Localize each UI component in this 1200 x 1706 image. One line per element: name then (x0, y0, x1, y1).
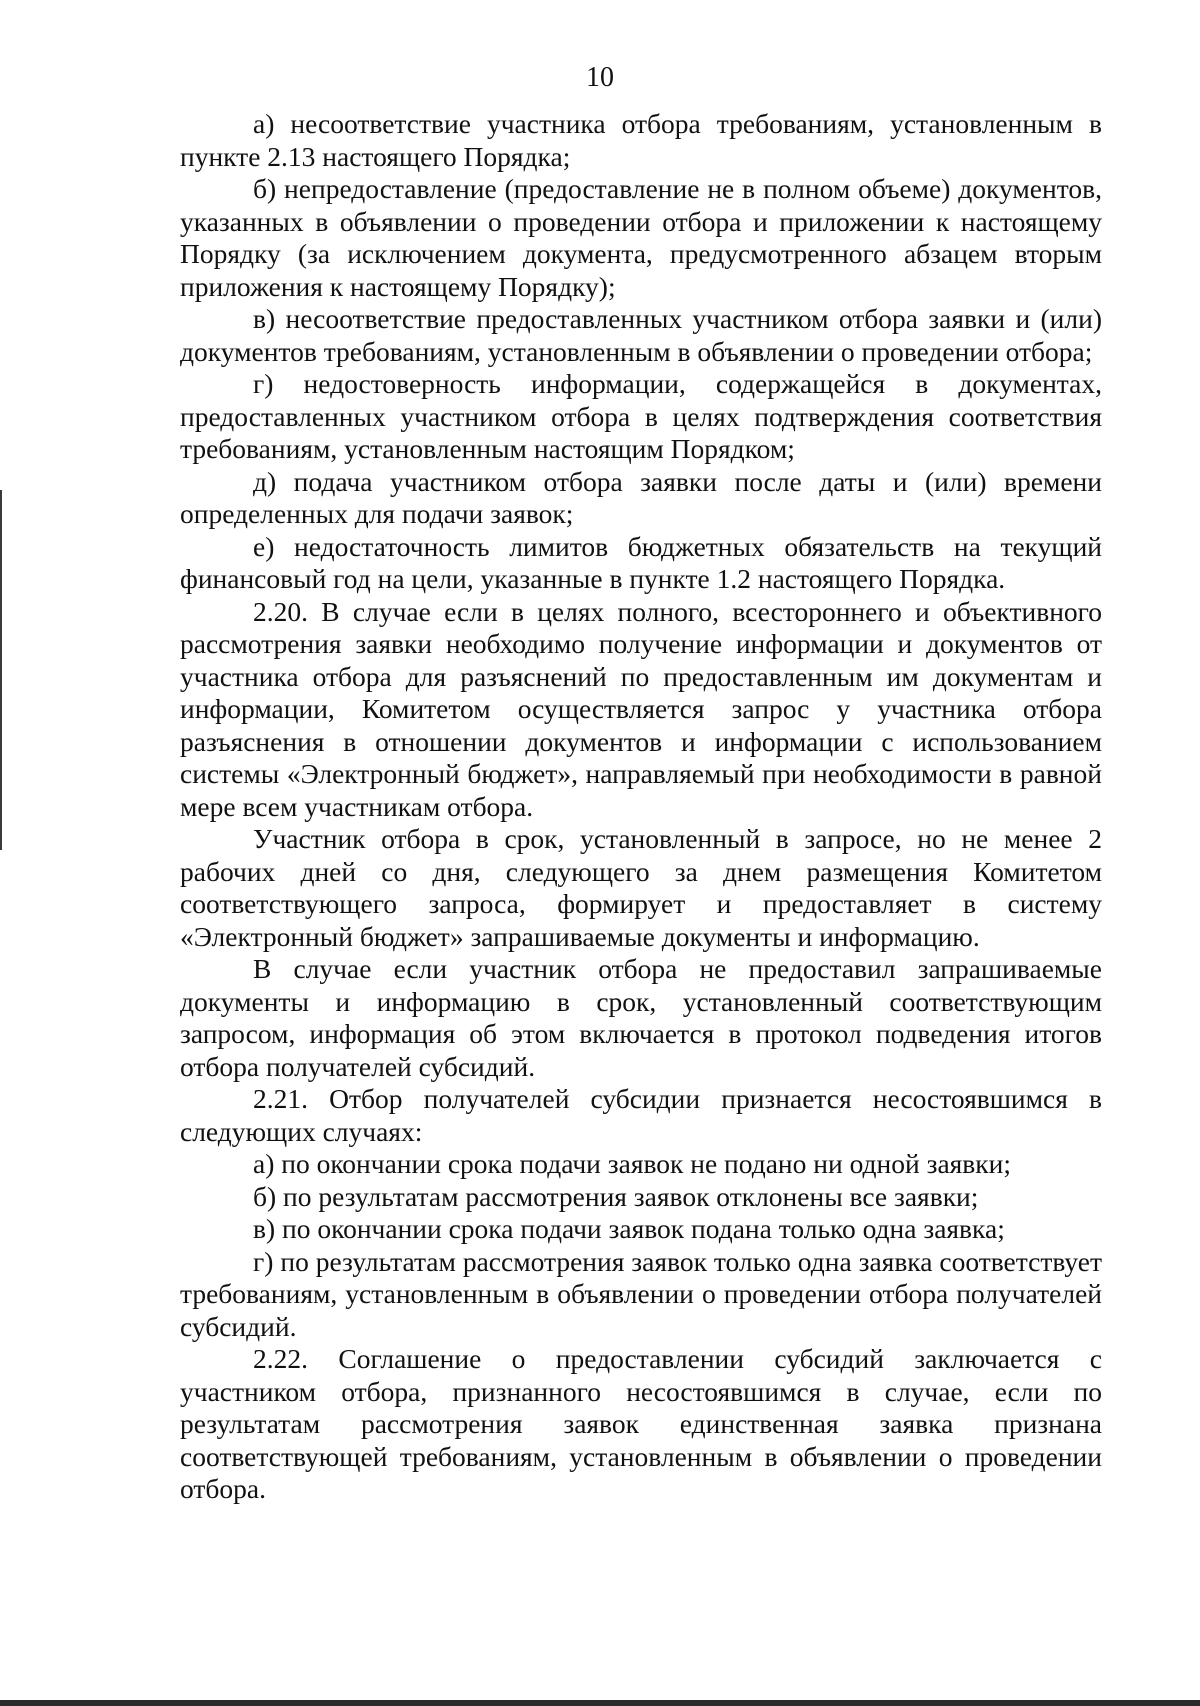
paragraph-g-unreliable-info: г) недостоверность информации, содержащейся в документах, предоставленных участником отбора в целях подтверждения соответствия требованиям, установленным настоящим Порядком; (180, 368, 1102, 464)
paragraph-2-21: 2.21. Отбор получателей субсидии признается несостоявшимся в следующих случаях: (180, 1083, 1102, 1147)
paragraph-d-late-submission: д) подача участником отбора заявки после даты и (или) времени определенных для подачи заявок; (180, 465, 1102, 529)
paragraph-2-21-g: г) по результатам рассмотрения заявок только одна заявка соответствует требованиям, установленным в объявлении о проведении отбора получателей субсидий. (180, 1245, 1102, 1342)
document-body (180, 108, 1102, 1506)
paragraph-2-21-b: б) по результатам рассмотрения заявок отклонены все заявки; (253, 1180, 979, 1212)
paragraph-a-noncompliance: а) несоответствие участника отбора требованиям, установленным в пункте 2.13 настоящего Порядка; (180, 108, 1102, 172)
paragraph-2-20-response-term: Участник отбора в срок, установленный в запросе, но не менее 2 рабочих дней со дня, следующего за днем размещения Комитетом соответствующего запроса, формирует и предоставляет в систему «Электронный бюджет» запрашиваемые документы и информацию. (180, 823, 1102, 952)
paragraph-e-insufficient-limits: е) недостаточность лимитов бюджетных обязательств на текущий финансовый год на цели, указанные в пункте 1.2 настоящего Порядка. (180, 530, 1102, 594)
paragraph-2-21-v: в) по окончании срока подачи заявок подана только одна заявка; (253, 1213, 1005, 1244)
paragraph-v-document-noncompliance: в) несоответствие предоставленных участником отбора заявки и (или) документов требованиям, установленным в объявлении о проведении отбора; (180, 303, 1102, 367)
scan-edge-left (0, 490, 2, 850)
page-number: 10 (586, 62, 614, 93)
paragraph-2-20-no-response: В случае если участник отбора не предоставил запрашиваемые документы и информацию в срок, установленный соответствующим запросом, информация об этом включается в протокол подведения итогов отбора получателей субсидий. (180, 953, 1102, 1082)
paragraph-2-22: 2.22. Соглашение о предоставлении субсидий заключается с участником отбора, признанного несостоявшимся в случае, если по результатам рассмотрения заявок единственная заявка признана соответствующей требованиям, установленным в объявлении о проведении отбора. (180, 1343, 1102, 1504)
scan-edge-bottom (0, 1700, 1200, 1706)
paragraph-b-nonprovision: б) непредоставление (предоставление не в полном объеме) документов, указанных в объявлении о проведении отбора и приложении к настоящему Порядку (за исключением документа, предусмотренного абзацем вторым приложения к настоящему Порядку); (180, 173, 1102, 302)
paragraph-2-20: 2.20. В случае если в целях полного, всестороннего и объективного рассмотрения заявки необходимо получение информации и документов от участника отбора для разъяснений по предоставленным им документам и информации, Комитетом осуществляется запрос у участника отбора разъяснения в отношении документов и информации с использованием системы «Электронный бюджет», направляемый при необходимости в равной мере всем участникам отбора. (180, 595, 1102, 822)
paragraph-2-21-a: а) по окончании срока подачи заявок не подано ни одной заявки; (253, 1148, 1011, 1179)
